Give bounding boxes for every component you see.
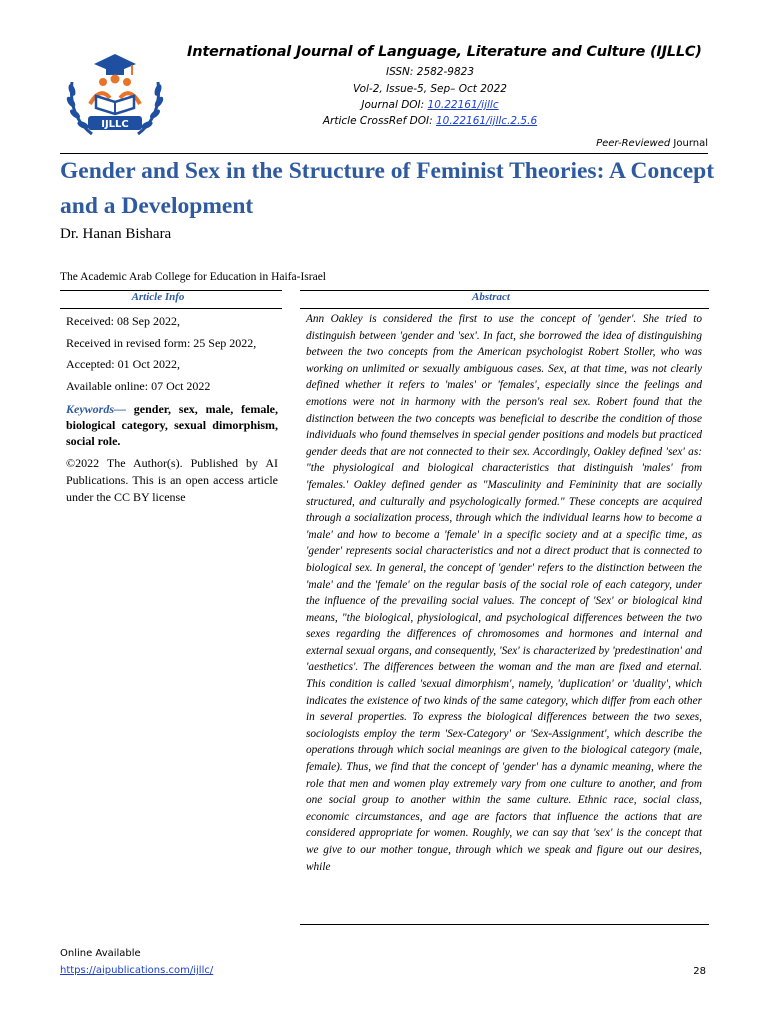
article-doi: Article CrossRef DOI: 10.22161/ijllc.2.5.6 xyxy=(322,115,538,127)
received-date: Received: 08 Sep 2022, xyxy=(66,314,180,328)
license-text: ©2022 The Author(s). Published by AI Publications. This is an open access article under the CC BY license xyxy=(66,456,278,504)
issn: ISSN: 2582-9823 xyxy=(385,66,474,78)
online-date: Available online: 07 Oct 2022 xyxy=(66,378,211,393)
volume-issue: Vol-2, Issue-5, Sep– Oct 2022 xyxy=(353,83,507,95)
affiliation: The Academic Arab College for Education in Haifa-Israel xyxy=(60,271,326,283)
table-header-rule xyxy=(60,308,282,309)
table-header-rule xyxy=(300,308,709,309)
keywords xyxy=(66,401,278,449)
revised-date: Received in revised form: 25 Sep 2022, xyxy=(66,335,257,350)
peer-reviewed-label: Peer-Reviewed Journal xyxy=(596,138,708,149)
article-doi-link[interactable]: 10.22161/ijllc.2.5.6 xyxy=(436,115,538,127)
journal-doi: Journal DOI: 10.22161/ijllc xyxy=(361,99,499,111)
keywords-list: gender, sex, male, female, biological category, sexual dimorphism, social role. xyxy=(66,402,278,448)
table-bottom-rule xyxy=(300,924,709,925)
journal-doi-link[interactable]: 10.22161/ijllc xyxy=(427,99,499,111)
article-info xyxy=(66,311,278,506)
online-available-label: Online Available xyxy=(60,948,141,959)
article-info-heading: Article Info xyxy=(131,291,185,303)
journal-title: International Journal of Language, Literature and Culture (IJLLC) xyxy=(187,44,702,60)
abstract-heading: Abstract xyxy=(472,291,510,303)
abstract-text: Ann Oakley is considered the first to use the concept of 'gender'. She tried to distinguish between 'gender and 'sex'. In fact, she borrowed the idea of distinguishing between the two concepts from the American psychologist Robert Stoller, who was working on unlimited or sexually ambiguous cases. Sex, at that time, was not clearly defined whether it refers to 'males' or 'females', especially since the feelings and emotions were not in harmony with the person's real sex. Robert found that the distinction between the two concepts was beneficial to describe the condition of those individuals who found themselves in special gender positions and models but practiced gender deeds that are not connected to their sex. Accordingly, Oakley defined 'sex' as: "the physiological and biological characteristics that distinguish 'males' from 'females.' Oakley defined gender as "Masculinity and Femininity that are socially structured, and culturally and psychologically formed." These concepts are acquired through a socialization process, through which the individual learns how to become a 'male' and how to become a 'female' in a specific society and at a specific time, as 'gender' represents social characteristics and not a direct product that is connected to biological sex. In general, the concept of 'gender' refers to the distinction between the 'male' and the 'female' on the regular basis of the social role of each category, under the influence of the prevailing social values. The concept of 'Sex' or biological kind means, "the biological, physiological, and psychological differences between the two sexes regarding the differences of chromosomes and hormones and internal and external sexual organs, and consequently, 'Sex' is characterized by 'predestination' and 'aesthetics'. The differences between the woman and the man are fixed and eternal. This condition is called 'sexual dimorphism', namely, 'duplication' or 'duality', which indicates the existence of two kinds of the same category, which differ from each other in several properties. To express the biological differences between the two sexes, sociologists employ the term 'Sex-Category' or 'Sex-Assignment', which describe the operations through which social meanings are given to the biological category (male, female). Thus, we find that the concept of 'gender' has a dynamic meaning, where the role that men and women play extremely vary from one culture to another, and from one social group to another within the same culture. Ethnic race, social class, economic circumstances, and age are factors that influence the actions that are considered appropriate for women. Roughly, we can say that 'sex' is the concept that we give to our mother tongue, through which we speak and figure out our desires, while xyxy=(306,313,702,873)
page-number: 28 xyxy=(693,966,706,977)
logo-text: IJLLC xyxy=(101,119,129,130)
keywords-label: Keywords— xyxy=(66,402,126,416)
accepted-date: Accepted: 01 Oct 2022, xyxy=(66,357,180,371)
journal-url-link[interactable]: https://aipublications.com/ijllc/ xyxy=(60,965,214,976)
author-name: Dr. Hanan Bishara xyxy=(60,226,172,242)
paper-title: Gender and Sex in the Structure of Feminist Theories: A Concept and a Development xyxy=(60,158,715,219)
journal-logo xyxy=(62,46,168,146)
